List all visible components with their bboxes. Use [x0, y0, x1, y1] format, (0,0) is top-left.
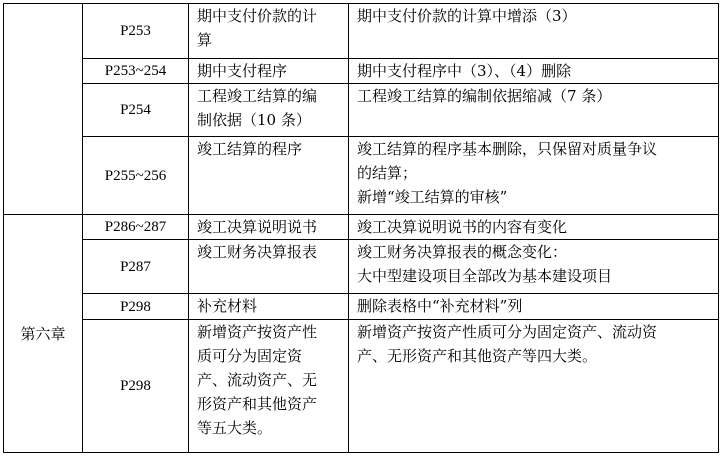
- item-text: 期中支付价款的计 算: [197, 7, 318, 49]
- page-cell: P287: [83, 240, 189, 294]
- item-text: 竣工决算说明说书: [197, 218, 318, 236]
- page-cell: P298: [83, 294, 189, 320]
- page-cell: P253: [83, 4, 189, 59]
- page-cell: P254: [83, 84, 189, 137]
- table-row: [4, 4, 719, 59]
- change-text: 工程竣工结算的编制依据缩减（7 条）: [357, 87, 612, 105]
- page-cell: P255~256: [83, 137, 189, 215]
- change-text: 删除表格中“补充材料”列: [357, 297, 523, 315]
- change-cell: [349, 137, 719, 215]
- chapter-cell-empty: [4, 4, 83, 215]
- item-cell: [189, 320, 349, 453]
- change-text: 竣工结算的程序基本删除，只保留对质量争议 的结算； 新增“竣工结算的审核”: [357, 140, 658, 206]
- change-cell: [349, 215, 719, 240]
- change-text: 新增资产按资产性质可分为固定资产、流动资 产、无形资产和其他资产等四大类。: [357, 323, 658, 365]
- change-cell: [349, 294, 719, 320]
- item-cell: [189, 240, 349, 294]
- table-row: [4, 215, 719, 240]
- change-cell: [349, 59, 719, 84]
- item-cell: [189, 59, 349, 84]
- change-text: 竣工决算说明说书的内容有变化: [357, 218, 568, 236]
- item-text: 竣工结算的程序: [197, 140, 303, 158]
- change-text: 期中支付程序中（3）、（4）删除: [357, 62, 572, 80]
- item-cell: [189, 215, 349, 240]
- item-text: 期中支付程序: [197, 62, 288, 80]
- change-cell: [349, 4, 719, 59]
- change-cell: [349, 320, 719, 453]
- item-text: 工程竣工结算的编 制依据（10 条）: [197, 87, 318, 129]
- item-text: 新增资产按资产性 质可分为固定资 产、流动资产、无 形资产和其他资产 等五大类。: [197, 323, 318, 437]
- change-cell: [349, 84, 719, 137]
- change-cell: [349, 240, 719, 294]
- table-row: [4, 137, 719, 215]
- page-cell: P298: [83, 320, 189, 453]
- table-row: [4, 59, 719, 84]
- item-cell: [189, 4, 349, 59]
- item-text: 竣工财务决算报表: [197, 243, 318, 261]
- table-row: [4, 240, 719, 294]
- change-text: 期中支付价款的计算中增添（3）: [357, 7, 577, 25]
- item-cell: [189, 137, 349, 215]
- item-cell: [189, 84, 349, 137]
- table-row: [4, 320, 719, 453]
- item-cell: [189, 294, 349, 320]
- changes-table: [3, 3, 719, 453]
- item-text: 补充材料: [197, 297, 258, 315]
- chapter-cell: 第六章: [4, 215, 83, 453]
- table-row: [4, 294, 719, 320]
- table-row: [4, 84, 719, 137]
- page-cell: P253~254: [83, 59, 189, 84]
- page-cell: P286~287: [83, 215, 189, 240]
- change-text: 竣工财务决算报表的概念变化： 大中型建设项目全部改为基本建设项目: [357, 243, 613, 285]
